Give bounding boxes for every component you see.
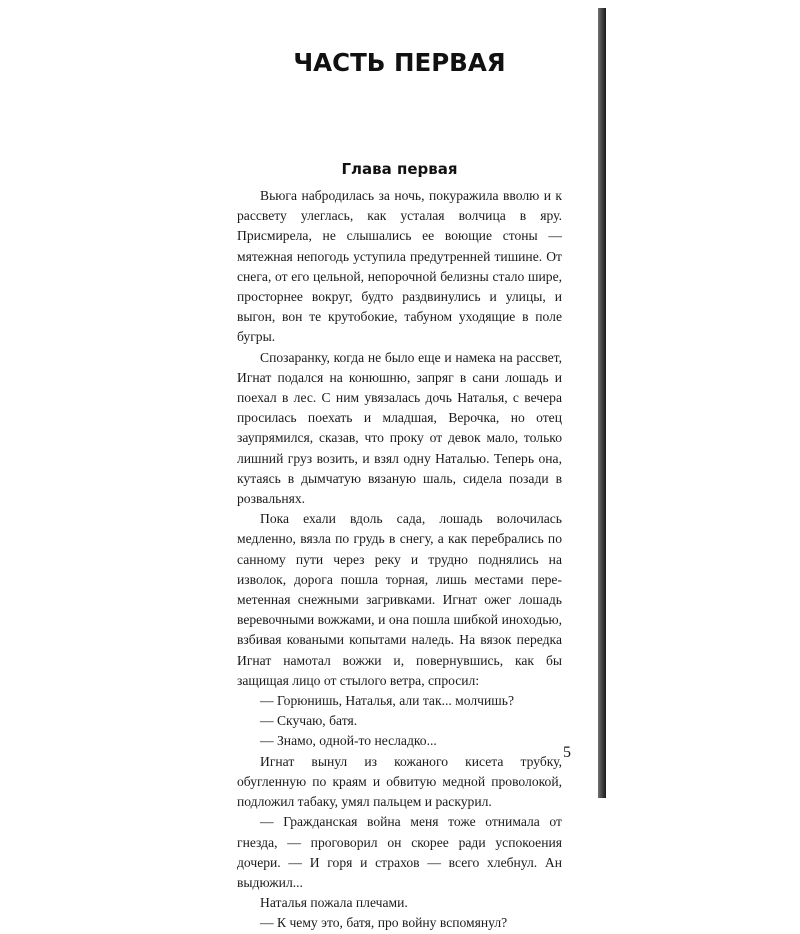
book-spine-edge [598,8,606,798]
paragraph: Игнат вынул из кожаного кисета трубку, обугленную по краям и обвитую медной проволокой, подложил табаку, умял пальцем и раскурил. [237,753,562,810]
page-number: 5 [563,744,571,761]
part-title: ЧАСТЬ ПЕРВАЯ [293,48,506,77]
dialogue-line: — Скучаю, батя. [260,713,358,729]
paragraph: Наталья пожала плечами. [260,895,408,911]
dialogue-line: — Гражданская война меня тоже отнимала от гнезда, — проговорил он скорее ради успокоения дочери. — И горя и страхов — всего хлебнул. Ан выдюжил... [237,814,562,890]
paragraph: Пока ехали вдоль сада, лошадь волочилась медленно, вязла по грудь в снегу, а как перебрались по санному пути через реку и трудно поднялись на изволок, дорога пошла торная, лишь местами переметенная снежными загривками. Игнат ожег лошадь веревочными вожжами, и она пошла шибкой иноходью, взбивая коваными копытами наледь. На вязок передка Игнат намотал вожжи и, повернувшись, как бы защищая лицо от стылого ветра, спросил: [237,511,562,688]
dialogue-line: — Горюнишь, Наталья, али так... молчишь? [260,693,514,709]
dialogue-line: — К чему это, батя, про войну вспомянул? [260,915,508,931]
body-text [237,186,562,934]
paragraph: Спозаранку, когда не было еще и намека на рассвет, Игнат подался на конюшню, запряг в сани лошадь и поехал в лес. С ним увязалась дочь Наталья, с вечера просилась поехать и младшая, Верочка, но отец заупрямился, сказав, что проку от девок мало, только лишний груз возить, и взял одну Наталью. Теперь она, кутаясь в дымчатую вязаную шаль, сидела позади в розвальнях. [237,349,562,507]
paragraph: Вьюга набродилась за ночь, покуражила вволю и к рассвету улеглась, как усталая волчица в яру. Присмирела, не слышались ее воющие стоны — мятежная непогодь уступила предутренней тишине. От снега, от его цельной, непорочной белизны стало шире, просторнее вокруг, будто раздвинулись и улицы, и выгон, вон те крутобокие, табуном уходящие в поле бугры. [237,188,562,345]
dialogue-line: — Знамо, одной-то несладко... [260,733,437,749]
chapter-title: Глава первая [341,160,458,178]
